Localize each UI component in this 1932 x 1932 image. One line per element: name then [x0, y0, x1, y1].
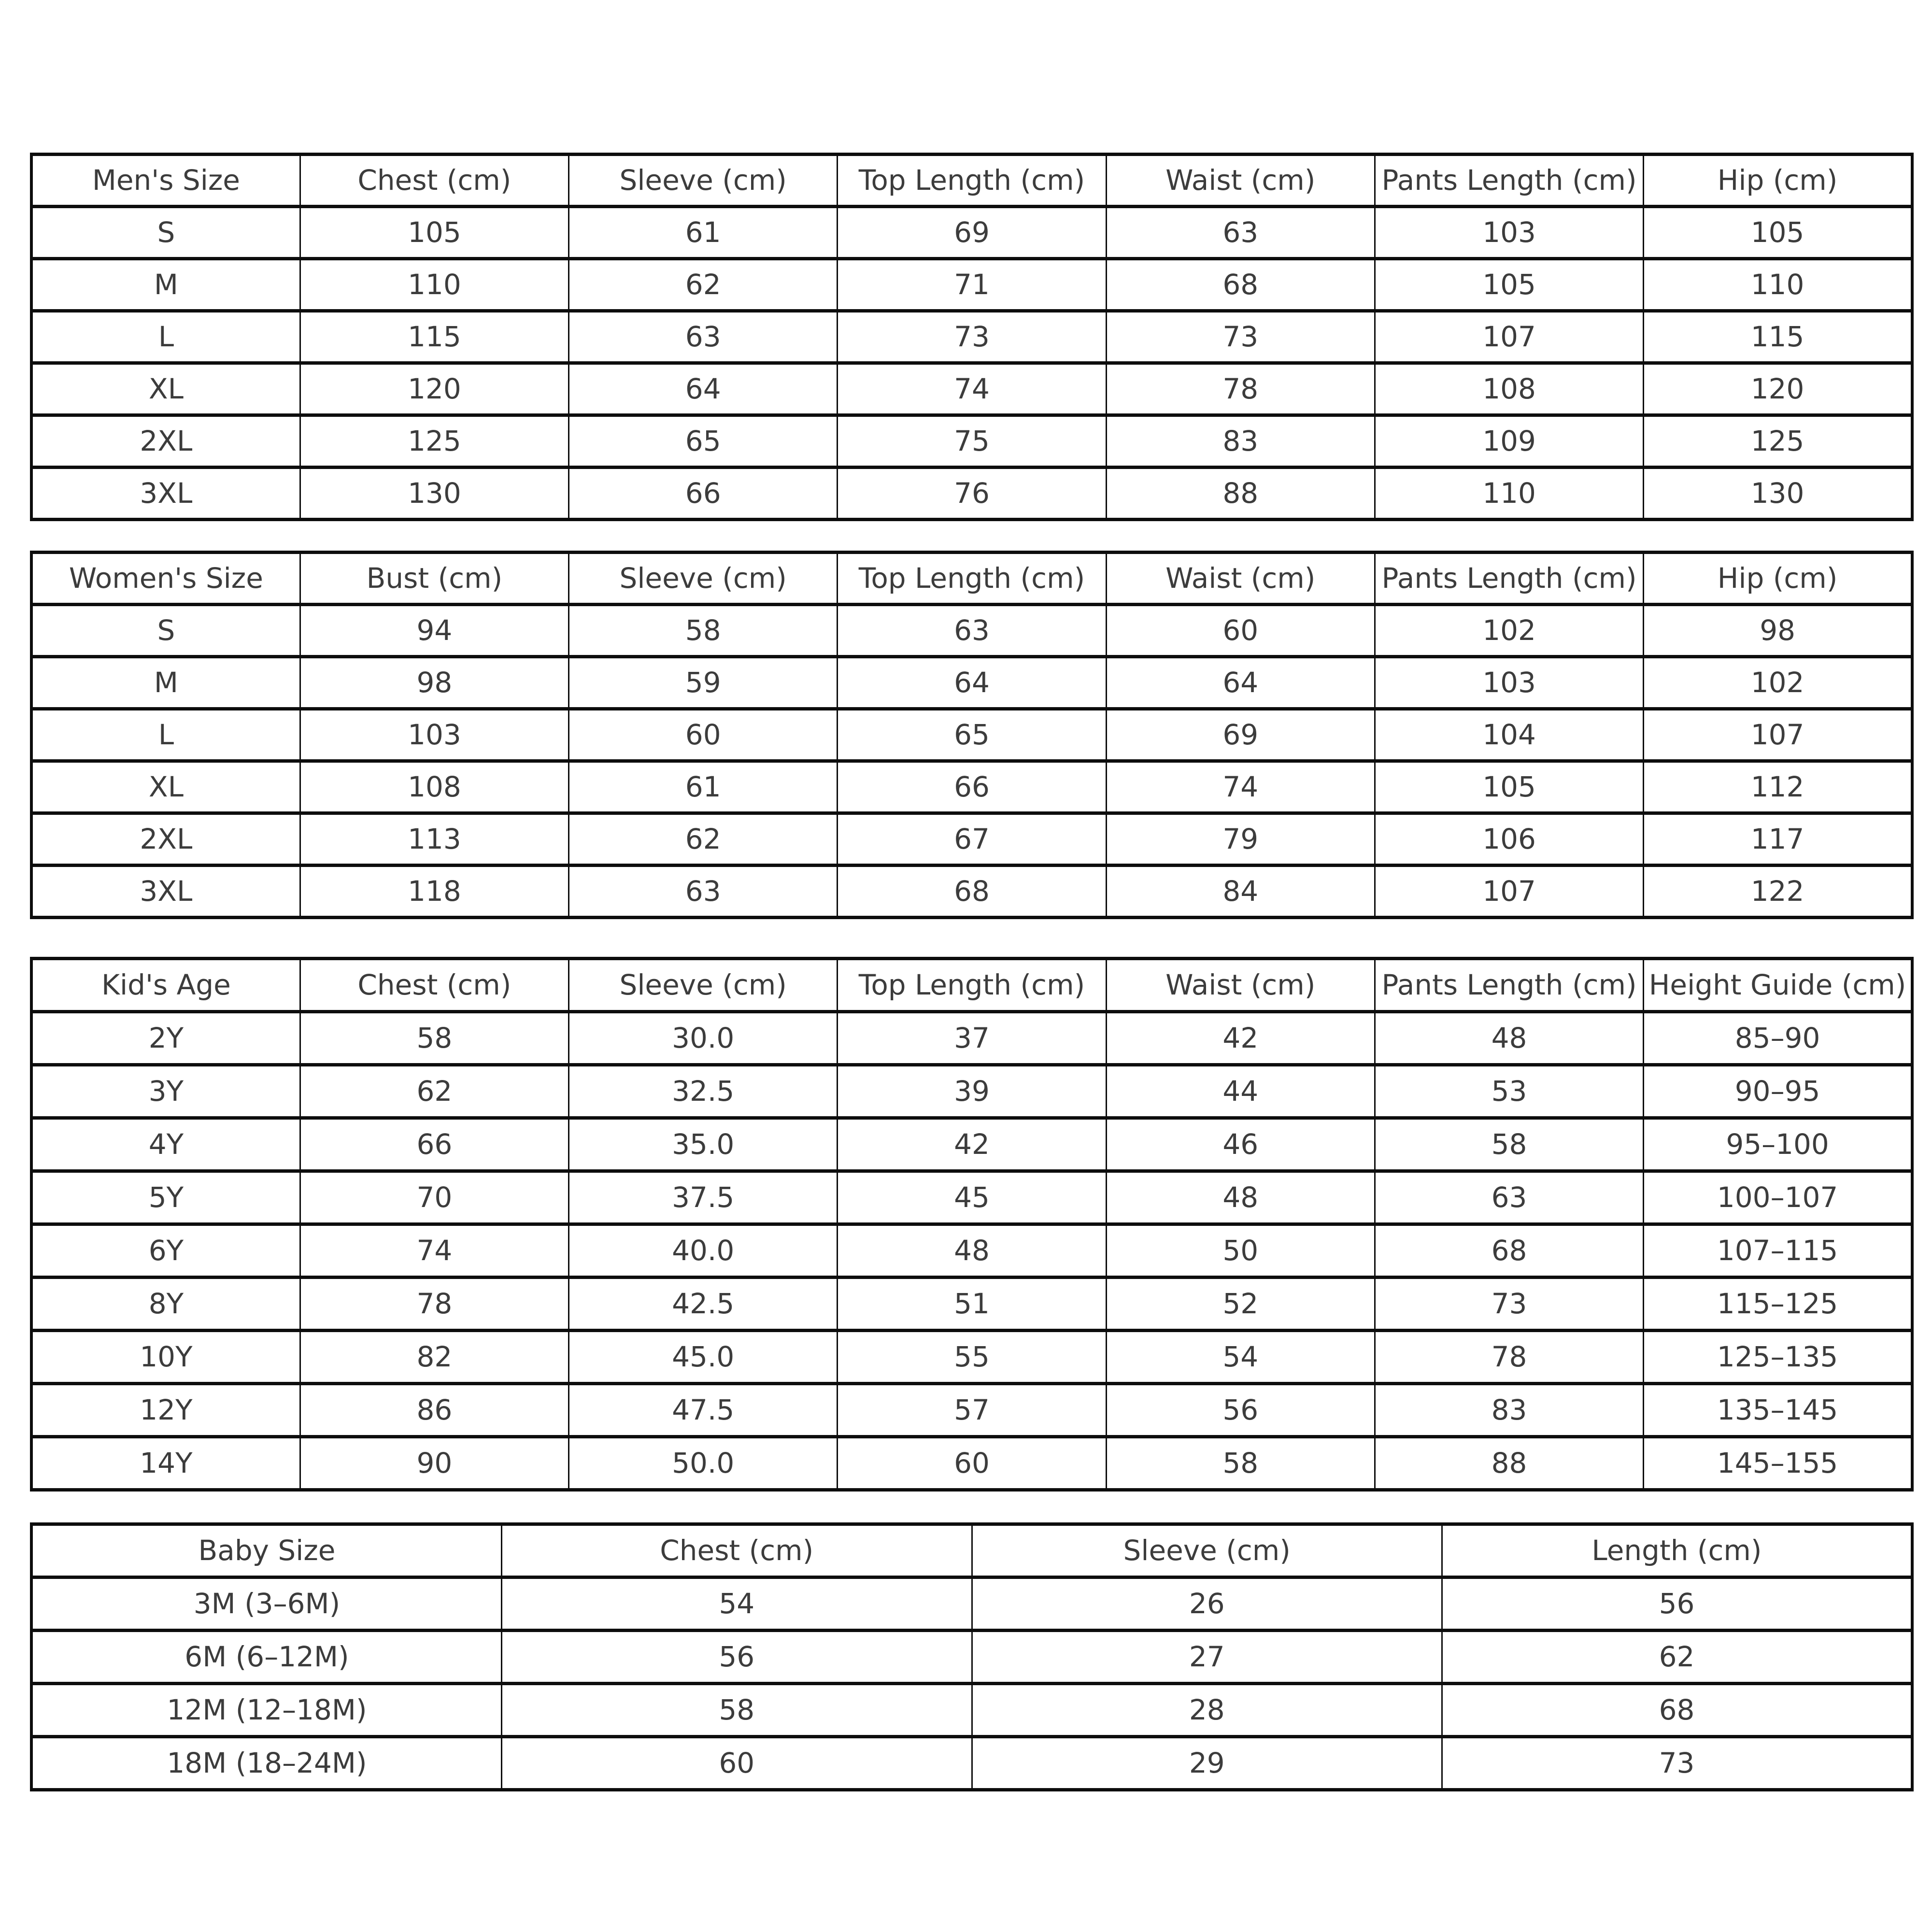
table-cell: 102 — [1375, 605, 1643, 657]
table-cell: 70 — [300, 1171, 568, 1224]
table-cell: 78 — [1106, 363, 1375, 415]
table-cell: S — [31, 207, 300, 259]
table-row — [31, 605, 1912, 657]
table-cell: 105 — [1375, 761, 1643, 813]
table-cell: 64 — [1106, 657, 1375, 709]
table-cell: 30.0 — [569, 1012, 838, 1065]
column-header: Women's Size — [31, 553, 300, 605]
header-row — [31, 155, 1912, 207]
table-cell: 73 — [838, 311, 1106, 363]
table-cell: 45 — [838, 1171, 1106, 1224]
table-cell: 6M (6–12M) — [31, 1631, 502, 1684]
table-cell: 83 — [1375, 1384, 1643, 1437]
column-header: Length (cm) — [1442, 1524, 1913, 1577]
table-cell: 73 — [1106, 311, 1375, 363]
table-cell: 58 — [569, 605, 838, 657]
table-cell: 42 — [1106, 1012, 1375, 1065]
header-row — [31, 1524, 1912, 1577]
table-cell: L — [31, 709, 300, 761]
table-cell: 102 — [1644, 657, 1912, 709]
table-cell: 48 — [1106, 1171, 1375, 1224]
table-cell: 47.5 — [569, 1384, 838, 1437]
table-cell: 64 — [569, 363, 838, 415]
column-header: Pants Length (cm) — [1375, 959, 1643, 1012]
table-cell: 103 — [1375, 657, 1643, 709]
table-cell: 60 — [569, 709, 838, 761]
table-row — [31, 1278, 1912, 1331]
column-header: Hip (cm) — [1644, 553, 1912, 605]
table-cell: 54 — [1106, 1331, 1375, 1384]
table-cell: 115 — [1644, 311, 1912, 363]
table-cell: 88 — [1375, 1437, 1643, 1490]
table-cell: 4Y — [31, 1118, 300, 1171]
table-cell: 145–155 — [1644, 1437, 1912, 1490]
table-cell: 82 — [300, 1331, 568, 1384]
table-cell: 110 — [1375, 468, 1643, 520]
table-cell: 108 — [300, 761, 568, 813]
column-header: Hip (cm) — [1644, 155, 1912, 207]
table-cell: 60 — [838, 1437, 1106, 1490]
table-cell: 58 — [300, 1012, 568, 1065]
table-cell: 69 — [1106, 709, 1375, 761]
table-cell: 112 — [1644, 761, 1912, 813]
table-cell: 95–100 — [1644, 1118, 1912, 1171]
table-cell: 122 — [1644, 866, 1912, 918]
table-cell: 108 — [1375, 363, 1643, 415]
table-cell: 63 — [1106, 207, 1375, 259]
table-cell: 84 — [1106, 866, 1375, 918]
column-header: Top Length (cm) — [838, 959, 1106, 1012]
table-cell: 78 — [300, 1278, 568, 1331]
column-header: Sleeve (cm) — [569, 959, 838, 1012]
table-cell: 105 — [1644, 207, 1912, 259]
table-cell: 85–90 — [1644, 1012, 1912, 1065]
table-cell: 40.0 — [569, 1224, 838, 1278]
table-cell: 83 — [1106, 415, 1375, 468]
column-header: Top Length (cm) — [838, 553, 1106, 605]
column-header: Chest (cm) — [502, 1524, 972, 1577]
table-cell: 100–107 — [1644, 1171, 1912, 1224]
table-cell: 12M (12–18M) — [31, 1684, 502, 1737]
table-cell: 130 — [1644, 468, 1912, 520]
table-cell: 37 — [838, 1012, 1106, 1065]
table-cell: 59 — [569, 657, 838, 709]
table-cell: 32.5 — [569, 1065, 838, 1118]
table-cell: 66 — [838, 761, 1106, 813]
table-cell: 67 — [838, 813, 1106, 866]
table-cell: 5Y — [31, 1171, 300, 1224]
column-header: Kid's Age — [31, 959, 300, 1012]
table-cell: 56 — [1106, 1384, 1375, 1437]
column-header: Pants Length (cm) — [1375, 553, 1643, 605]
table-row — [31, 709, 1912, 761]
table-cell: 130 — [300, 468, 568, 520]
table-cell: 2Y — [31, 1012, 300, 1065]
table-cell: 115 — [300, 311, 568, 363]
table-cell: 39 — [838, 1065, 1106, 1118]
table-cell: 54 — [502, 1577, 972, 1631]
womens-size-table — [30, 551, 1914, 919]
table-cell: 45.0 — [569, 1331, 838, 1384]
table-cell: 74 — [1106, 761, 1375, 813]
table-row — [31, 1118, 1912, 1171]
table-cell: 118 — [300, 866, 568, 918]
table-cell: 90–95 — [1644, 1065, 1912, 1118]
header-row — [31, 553, 1912, 605]
table-row — [31, 1631, 1912, 1684]
table-cell: 106 — [1375, 813, 1643, 866]
table-cell: 53 — [1375, 1065, 1643, 1118]
table-cell: 75 — [838, 415, 1106, 468]
column-header: Baby Size — [31, 1524, 502, 1577]
table-cell: 62 — [569, 813, 838, 866]
table-cell: 8Y — [31, 1278, 300, 1331]
table-cell: 48 — [838, 1224, 1106, 1278]
table-row — [31, 813, 1912, 866]
column-header: Chest (cm) — [300, 155, 568, 207]
baby-size-table — [30, 1522, 1914, 1791]
table-cell: 107 — [1375, 866, 1643, 918]
table-cell: 125 — [300, 415, 568, 468]
table-cell: 135–145 — [1644, 1384, 1912, 1437]
column-header: Waist (cm) — [1106, 155, 1375, 207]
table-cell: 98 — [300, 657, 568, 709]
table-cell: 64 — [838, 657, 1106, 709]
table-cell: 110 — [300, 259, 568, 311]
table-cell: 103 — [1375, 207, 1643, 259]
table-cell: 115–125 — [1644, 1278, 1912, 1331]
table-cell: 3XL — [31, 468, 300, 520]
table-cell: 50 — [1106, 1224, 1375, 1278]
table-row — [31, 761, 1912, 813]
table-cell: 58 — [502, 1684, 972, 1737]
table-row — [31, 1012, 1912, 1065]
table-cell: 68 — [838, 866, 1106, 918]
table-cell: 57 — [838, 1384, 1106, 1437]
table-cell: 63 — [569, 311, 838, 363]
table-cell: 60 — [1106, 605, 1375, 657]
table-row — [31, 1737, 1912, 1790]
table-cell: 120 — [1644, 363, 1912, 415]
table-cell: 79 — [1106, 813, 1375, 866]
table-cell: 46 — [1106, 1118, 1375, 1171]
table-cell: 62 — [1442, 1631, 1913, 1684]
table-cell: 3M (3–6M) — [31, 1577, 502, 1631]
table-cell: 52 — [1106, 1278, 1375, 1331]
table-row — [31, 866, 1912, 918]
table-cell: M — [31, 657, 300, 709]
table-cell: 94 — [300, 605, 568, 657]
table-cell: 26 — [972, 1577, 1442, 1631]
table-row — [31, 1384, 1912, 1437]
kids-size-table — [30, 957, 1914, 1492]
table-row — [31, 1684, 1912, 1737]
table-cell: 109 — [1375, 415, 1643, 468]
table-cell: 120 — [300, 363, 568, 415]
table-cell: 66 — [300, 1118, 568, 1171]
column-header: Sleeve (cm) — [972, 1524, 1442, 1577]
table-cell: 90 — [300, 1437, 568, 1490]
table-row — [31, 1065, 1912, 1118]
table-cell: 98 — [1644, 605, 1912, 657]
table-cell: 62 — [300, 1065, 568, 1118]
column-header: Waist (cm) — [1106, 959, 1375, 1012]
column-header: Top Length (cm) — [838, 155, 1106, 207]
table-cell: 65 — [838, 709, 1106, 761]
table-row — [31, 1577, 1912, 1631]
table-cell: 42 — [838, 1118, 1106, 1171]
table-row — [31, 1171, 1912, 1224]
table-cell: 86 — [300, 1384, 568, 1437]
table-row — [31, 1224, 1912, 1278]
table-cell: 2XL — [31, 415, 300, 468]
table-cell: 28 — [972, 1684, 1442, 1737]
table-cell: 78 — [1375, 1331, 1643, 1384]
column-header: Pants Length (cm) — [1375, 155, 1643, 207]
table-cell: 105 — [300, 207, 568, 259]
table-cell: 71 — [838, 259, 1106, 311]
column-header: Height Guide (cm) — [1644, 959, 1912, 1012]
table-cell: 48 — [1375, 1012, 1643, 1065]
table-cell: 55 — [838, 1331, 1106, 1384]
table-cell: 50.0 — [569, 1437, 838, 1490]
table-cell: 18M (18–24M) — [31, 1737, 502, 1790]
table-cell: 113 — [300, 813, 568, 866]
table-cell: 73 — [1375, 1278, 1643, 1331]
table-cell: 88 — [1106, 468, 1375, 520]
table-row — [31, 259, 1912, 311]
table-cell: 10Y — [31, 1331, 300, 1384]
table-cell: 68 — [1375, 1224, 1643, 1278]
table-cell: 69 — [838, 207, 1106, 259]
table-cell: 65 — [569, 415, 838, 468]
table-cell: 42.5 — [569, 1278, 838, 1331]
table-row — [31, 415, 1912, 468]
table-cell: 51 — [838, 1278, 1106, 1331]
table-row — [31, 207, 1912, 259]
table-cell: 61 — [569, 761, 838, 813]
table-row — [31, 657, 1912, 709]
table-row — [31, 1437, 1912, 1490]
column-header: Sleeve (cm) — [569, 155, 838, 207]
table-cell: 110 — [1644, 259, 1912, 311]
table-row — [31, 1331, 1912, 1384]
column-header: Chest (cm) — [300, 959, 568, 1012]
table-cell: 68 — [1106, 259, 1375, 311]
table-cell: 117 — [1644, 813, 1912, 866]
table-cell: 37.5 — [569, 1171, 838, 1224]
table-cell: 107–115 — [1644, 1224, 1912, 1278]
header-row — [31, 959, 1912, 1012]
table-cell: 63 — [1375, 1171, 1643, 1224]
table-cell: 62 — [569, 259, 838, 311]
column-header: Men's Size — [31, 155, 300, 207]
table-cell: 58 — [1106, 1437, 1375, 1490]
table-cell: 76 — [838, 468, 1106, 520]
table-row — [31, 468, 1912, 520]
table-cell: 63 — [838, 605, 1106, 657]
column-header: Waist (cm) — [1106, 553, 1375, 605]
table-cell: 125–135 — [1644, 1331, 1912, 1384]
table-cell: 74 — [300, 1224, 568, 1278]
table-cell: 3Y — [31, 1065, 300, 1118]
table-cell: 74 — [838, 363, 1106, 415]
table-cell: 6Y — [31, 1224, 300, 1278]
table-row — [31, 363, 1912, 415]
table-cell: 44 — [1106, 1065, 1375, 1118]
table-cell: 68 — [1442, 1684, 1913, 1737]
table-cell: 107 — [1375, 311, 1643, 363]
table-cell: 58 — [1375, 1118, 1643, 1171]
table-cell: 56 — [502, 1631, 972, 1684]
table-cell: 29 — [972, 1737, 1442, 1790]
table-cell: 63 — [569, 866, 838, 918]
table-cell: 125 — [1644, 415, 1912, 468]
table-cell: L — [31, 311, 300, 363]
table-cell: 73 — [1442, 1737, 1913, 1790]
table-cell: 14Y — [31, 1437, 300, 1490]
table-cell: 103 — [300, 709, 568, 761]
table-cell: S — [31, 605, 300, 657]
table-cell: 61 — [569, 207, 838, 259]
table-cell: M — [31, 259, 300, 311]
table-cell: 60 — [502, 1737, 972, 1790]
table-cell: 35.0 — [569, 1118, 838, 1171]
table-cell: 27 — [972, 1631, 1442, 1684]
table-cell: 105 — [1375, 259, 1643, 311]
table-cell: 104 — [1375, 709, 1643, 761]
table-cell: 2XL — [31, 813, 300, 866]
column-header: Sleeve (cm) — [569, 553, 838, 605]
table-cell: 66 — [569, 468, 838, 520]
mens-size-table — [30, 153, 1914, 521]
table-cell: 12Y — [31, 1384, 300, 1437]
column-header: Bust (cm) — [300, 553, 568, 605]
table-cell: XL — [31, 363, 300, 415]
table-cell: 107 — [1644, 709, 1912, 761]
table-cell: XL — [31, 761, 300, 813]
table-cell: 3XL — [31, 866, 300, 918]
table-row — [31, 311, 1912, 363]
table-cell: 56 — [1442, 1577, 1913, 1631]
